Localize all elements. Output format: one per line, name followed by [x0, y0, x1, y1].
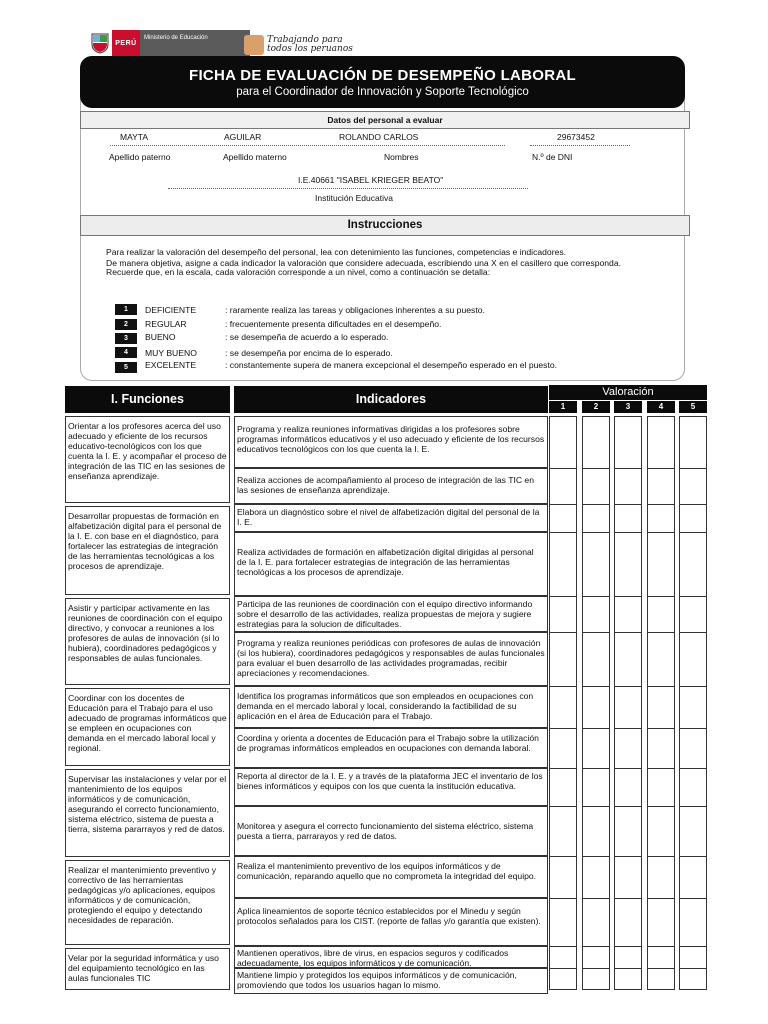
- funcion-cell-4: Coordinar con los docentes de Educación para el Trabajo para el uso adecuado de programas informáticos que se empleen en ocupaciones con demanda en el mercado laboral local y regional.: [65, 688, 230, 766]
- valoracion-row-line: [614, 968, 642, 969]
- apellido-paterno-value: MAYTA: [120, 132, 149, 142]
- valoracion-row-line: [614, 532, 642, 533]
- slogan-line2: todos los peruanos: [267, 44, 353, 54]
- valoracion-row-line: [582, 532, 610, 533]
- label-apellido-paterno: Apellido paterno: [109, 152, 171, 162]
- valoracion-row-line: [549, 504, 577, 505]
- valoracion-row-line: [647, 968, 675, 969]
- valoracion-row-line: [679, 468, 707, 469]
- valoracion-row-line: [549, 806, 577, 807]
- valoracion-row-line: [614, 946, 642, 947]
- level-desc-5: : constantemente supera de manera excepcional el desempeño esperado en el puesto.: [225, 360, 558, 370]
- valoracion-row-line: [582, 728, 610, 729]
- level-name-1: DEFICIENTE: [145, 305, 197, 315]
- name-dotline: [110, 145, 505, 146]
- scale-1: 1: [549, 401, 577, 413]
- indicador-cell-10: Monitorea y asegura el correcto funcionamiento del sistema eléctrico, sistema puesta a tierra, parrarayos y red de datos.: [234, 806, 548, 856]
- label-dni: N.º de DNI: [532, 152, 573, 162]
- instr-paragraph-2: De manera objetiva, asigne a cada indicador la valoración que considere adecuada, escribiendo una X en el casillero que corresponda.: [106, 258, 621, 268]
- page-subtitle: para el Coordinador de Innovación y Soporte Tecnológico: [236, 86, 529, 98]
- indicador-cell-11: Realiza el mantenimiento preventivo de los equipos informáticos y de comunicación, reparando aquello que no comprometa la integridad del equipo.: [234, 856, 548, 898]
- valoracion-row-line: [679, 532, 707, 533]
- level-desc-4: : se desempeña por encima de lo esperado.: [225, 348, 393, 358]
- indicador-cell-5: Participa de las reuniones de coordinación con el equipo directivo informando sobre el desarrollo de las actividades, realiza propuestas de mejora y sugiere estrategias para la solucion de dificultades.: [234, 596, 548, 632]
- valoracion-column-3[interactable]: [614, 416, 642, 990]
- indicador-cell-1: Programa y realiza reuniones informativas dirigidas a los profesores sobre programas informáticos educativos y el uso adecuado y eficiente de los recursos educativos tecnológicos con los que cuenta la I. E.: [234, 416, 548, 468]
- valoracion-row-line: [647, 468, 675, 469]
- level-num-1: 1: [115, 304, 137, 315]
- valoracion-row-line: [647, 806, 675, 807]
- funcion-cell-7: Velar por la seguridad informática y uso del equipamiento tecnológico en las aulas funcionales TIC: [65, 948, 230, 990]
- valoracion-row-line: [679, 968, 707, 969]
- valoracion-row-line: [679, 768, 707, 769]
- valoracion-row-line: [679, 686, 707, 687]
- indicador-cell-2: Realiza acciones de acompañamiento al proceso de integración de las TIC en las sesiones de enseñanza aprendizaje.: [234, 468, 548, 504]
- valoracion-row-line: [647, 632, 675, 633]
- valoracion-row-line: [647, 504, 675, 505]
- peru-shield-icon: [88, 30, 112, 56]
- indicador-cell-13: Mantienen operativos, libre de virus, en espacios seguros y codificados adecuadamente, los equipos informáticos y de comunicación.: [234, 946, 548, 968]
- label-institucion: Institución Educativa: [315, 193, 393, 203]
- slogan-line1: Trabajando para: [267, 35, 343, 45]
- valoracion-row-line: [647, 946, 675, 947]
- valoracion-row-line: [549, 968, 577, 969]
- funcion-cell-3: Asistir y participar activamente en las reuniones de coordinación con el equipo directivo, y convocar a reuniones a los profesores de aulas de innovación (si lo hubiera), coordinadores pedagógicos y responsables de aulas funcionales.: [65, 598, 230, 685]
- nombres-value: ROLANDO CARLOS: [339, 132, 419, 142]
- valoracion-row-line: [582, 596, 610, 597]
- ministry-label: Ministerio de Educación: [140, 30, 250, 56]
- valoracion-row-line: [647, 596, 675, 597]
- valoracion-row-line: [549, 686, 577, 687]
- valoracion-row-line: [582, 768, 610, 769]
- valoracion-row-line: [679, 632, 707, 633]
- institucion-value: I.E.40661 "ISABEL KRIEGER BEATO": [298, 175, 444, 185]
- slogan-logo: [244, 34, 353, 56]
- apellido-materno-value: AGUILAR: [224, 132, 262, 142]
- valoracion-row-line: [549, 946, 577, 947]
- valoracion-row-line: [582, 468, 610, 469]
- indicador-cell-6: Programa y realiza reuniones periódicas con profesores de aulas de innovación (si los hubiera), coordinadores pedagógicos y responsables de aulas funcionales para evaluar el buen desarrollo de las actividades programadas, recibir apreciaciones y recomendaciones.: [234, 632, 548, 686]
- child-photo-icon: [244, 35, 264, 55]
- level-name-3: BUENO: [145, 332, 176, 342]
- level-desc-2: : frecuentemente presenta dificultades en el desempeño.: [225, 319, 442, 329]
- valoracion-row-line: [679, 856, 707, 857]
- valoracion-row-line: [582, 806, 610, 807]
- indicadores-header: Indicadores: [234, 386, 548, 413]
- level-name-2: REGULAR: [145, 319, 187, 329]
- scale-3: 3: [614, 401, 642, 413]
- level-name-5: EXCELENTE: [145, 360, 197, 370]
- valoracion-row-line: [679, 898, 707, 899]
- valoracion-row-line: [582, 946, 610, 947]
- scale-2: 2: [582, 401, 610, 413]
- valoracion-column-2[interactable]: [582, 416, 610, 990]
- valoracion-column-1[interactable]: [549, 416, 577, 990]
- valoracion-row-line: [679, 596, 707, 597]
- title-band: [80, 56, 685, 108]
- valoracion-header: Valoración: [549, 385, 707, 400]
- valoracion-row-line: [614, 898, 642, 899]
- valoracion-row-line: [549, 768, 577, 769]
- level-num-3: 3: [115, 333, 137, 344]
- valoracion-row-line: [679, 946, 707, 947]
- valoracion-row-line: [549, 468, 577, 469]
- valoracion-row-line: [549, 898, 577, 899]
- valoracion-row-line: [582, 856, 610, 857]
- valoracion-row-line: [582, 898, 610, 899]
- funcion-cell-6: Realizar el mantenimiento preventivo y correctivo de las herramientas pedagógicas y/o aplicaciones, equipos informáticos y de comunicación, protegiendo el equipo y detectando necesidades de reparación.: [65, 860, 230, 945]
- ministerio-logo: [88, 30, 250, 56]
- valoracion-row-line: [549, 532, 577, 533]
- indicador-cell-12: Aplica lineamientos de soporte técnico establecidos por el Minedu y según protocolos señalados para los CIST. (reporte de fallas y/o garantía que existen).: [234, 898, 548, 946]
- valoracion-row-line: [549, 856, 577, 857]
- valoracion-column-5[interactable]: [679, 416, 707, 990]
- label-apellido-materno: Apellido materno: [223, 152, 287, 162]
- valoracion-row-line: [647, 898, 675, 899]
- indicador-cell-7: Identifica los programas informáticos que son empleados en ocupaciones con demanda en el mercado laboral y local, considerando la factibilidad de su aplicación en el área de Educación para el Trabajo.: [234, 686, 548, 728]
- indicador-cell-4: Realiza actividades de formación en alfabetización digital dirigidas al personal de la I. E. para fortalecer estrategias de integración de las herramientas tecnológicas a los procesos de aprendizaje.: [234, 532, 548, 596]
- valoracion-row-line: [614, 686, 642, 687]
- valoracion-row-line: [647, 856, 675, 857]
- valoracion-row-line: [647, 728, 675, 729]
- valoracion-column-4[interactable]: [647, 416, 675, 990]
- scale-5: 5: [679, 401, 707, 413]
- valoracion-row-line: [647, 686, 675, 687]
- label-nombres: Nombres: [384, 152, 419, 162]
- dni-value: 29673452: [557, 132, 595, 142]
- valoracion-row-line: [582, 504, 610, 505]
- indicador-cell-8: Coordina y orienta a docentes de Educación para el Trabajo sobre la utilización de programas informáticos empleados en ocupaciones con demanda laboral.: [234, 728, 548, 768]
- scale-4: 4: [647, 401, 675, 413]
- valoracion-row-line: [679, 504, 707, 505]
- level-name-4: MUY BUENO: [145, 348, 197, 358]
- instrucciones-label: Instrucciones: [80, 215, 690, 236]
- valoracion-row-line: [549, 596, 577, 597]
- institucion-dotline: [168, 188, 528, 189]
- valoracion-row-line: [614, 596, 642, 597]
- valoracion-row-line: [614, 728, 642, 729]
- valoracion-row-line: [582, 686, 610, 687]
- indicador-cell-9: Reporta al director de la I. E. y a través de la plataforma JEC el inventario de los bienes informáticos y equipos con los que cuenta la institución educativa.: [234, 768, 548, 806]
- instr-paragraph-3: Recuerde que, en la escala, cada valoración corresponde a un nivel, como a continuación se detalla:: [106, 267, 491, 277]
- level-num-2: 2: [115, 319, 137, 330]
- valoracion-row-line: [614, 468, 642, 469]
- valoracion-row-line: [679, 728, 707, 729]
- funcion-cell-2: Desarrollar propuestas de formación en alfabetización digital para el personal de la I. E. con base en el diagnóstico, para fortalecer las estrategias de integración de las herramientas tecnológicas a los procesos de aprendizaje.: [65, 506, 230, 595]
- valoracion-row-line: [549, 728, 577, 729]
- valoracion-row-line: [614, 806, 642, 807]
- valoracion-row-line: [647, 768, 675, 769]
- funcion-cell-5: Supervisar las instalaciones y velar por el mantenimiento de los equipos informáticos y de comunicación, asegurando el correcto funcionamiento, sistema eléctrico, sistema de puesta a tierra, sistema pararrayos y red de datos.: [65, 769, 230, 857]
- valoracion-row-line: [549, 632, 577, 633]
- datos-section-label: Datos del personal a evaluar: [80, 111, 690, 129]
- instr-paragraph-1: Para realizar la valoración del desempeño del personal, lea con detenimiento las funciones, competencias e indicadores.: [106, 247, 567, 257]
- valoracion-row-line: [614, 856, 642, 857]
- valoracion-row-line: [614, 504, 642, 505]
- peru-label: PERÚ: [112, 30, 140, 56]
- page-title: FICHA DE EVALUACIÓN DE DESEMPEÑO LABORAL: [188, 67, 576, 84]
- dni-dotline: [530, 145, 630, 146]
- valoracion-row-line: [582, 968, 610, 969]
- level-desc-3: : se desempeña de acuerdo a lo esperado.: [225, 332, 389, 342]
- valoracion-row-line: [614, 632, 642, 633]
- funcion-cell-1: Orientar a los profesores acerca del uso adecuado y eficiente de los recursos educativo-tecnológicos con los que cuenta la I. E. y acompañar el proceso de integración de las TIC en las sesiones de enseñanza aprendizaje.: [65, 416, 230, 503]
- valoracion-row-line: [679, 806, 707, 807]
- funciones-header: I. Funciones: [65, 386, 230, 413]
- indicador-cell-14: Mantiene limpio y protegidos los equipos informáticos y de comunicación, promoviendo que todos los usuarios hagan lo mismo.: [234, 968, 548, 994]
- level-num-5: 5: [115, 362, 137, 373]
- level-num-4: 4: [115, 347, 137, 358]
- indicador-cell-3: Elabora un diagnóstico sobre el nivel de alfabetización digital del personal de la I. E.: [234, 504, 548, 532]
- valoracion-row-line: [647, 532, 675, 533]
- valoracion-row-line: [614, 768, 642, 769]
- valoracion-row-line: [582, 632, 610, 633]
- level-desc-1: : raramente realiza las tareas y obligaciones inherentes a su puesto.: [225, 305, 485, 315]
